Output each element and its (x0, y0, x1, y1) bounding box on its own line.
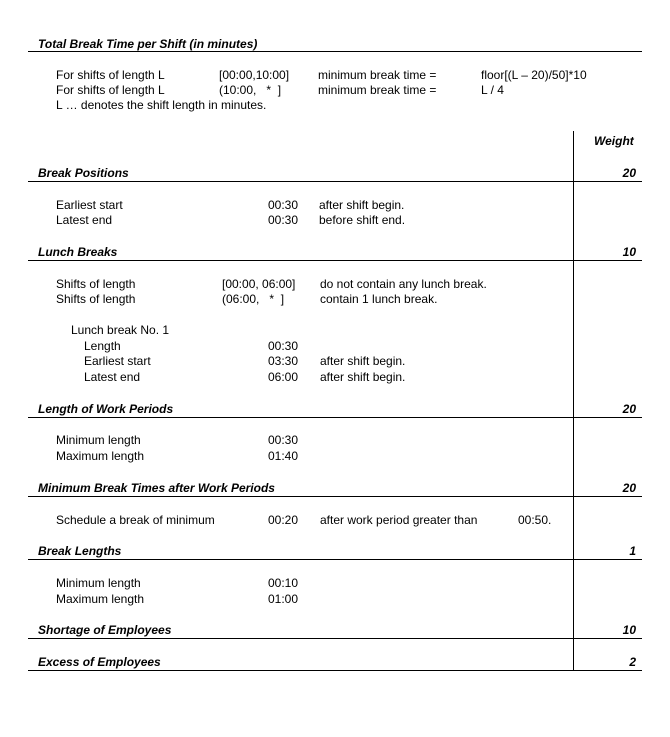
lunch-shift-range-2: (06:00, * ] (222, 292, 285, 306)
divider (28, 670, 642, 671)
work-periods-weight: 20 (622, 402, 636, 416)
shift-rule-formula-1: floor[(L – 20)/50]*10 (481, 68, 587, 82)
min-break-threshold: 00:50. (518, 513, 552, 527)
break-max-label: Maximum length (56, 592, 145, 606)
latest-end-text: before shift end. (319, 213, 406, 227)
shift-rule-label-1: For shifts of length L (56, 68, 165, 82)
excess-weight: 2 (629, 655, 636, 669)
lunch-shift-label-2: Shifts of length (56, 292, 136, 306)
weight-column-divider (573, 131, 574, 671)
length-note: L … denotes the shift length in minutes. (56, 98, 267, 112)
min-break-weight: 20 (622, 481, 636, 495)
break-positions-title: Break Positions (38, 166, 129, 180)
lunch-shift-range-1: [00:00, 06:00] (222, 277, 296, 291)
lunch-shift-text-1: do not contain any lunch break. (320, 277, 487, 291)
shortage-weight: 10 (622, 623, 636, 637)
break-lengths-title: Break Lengths (38, 544, 122, 558)
lunch-earliest-text: after shift begin. (320, 354, 406, 368)
shift-rule-label-2: For shifts of length L (56, 83, 165, 97)
lunch-latest-text: after shift begin. (320, 370, 406, 384)
divider (28, 51, 642, 52)
lunch-breaks-title: Lunch Breaks (38, 245, 118, 259)
divider (28, 181, 642, 182)
divider (28, 496, 642, 497)
lunch-break-no-1: Lunch break No. 1 (71, 323, 170, 337)
lunch-earliest-time: 03:30 (268, 354, 299, 368)
work-min-label: Minimum length (56, 433, 141, 447)
excess-title: Excess of Employees (38, 655, 161, 669)
lunch-earliest-label: Earliest start (84, 354, 151, 368)
work-max-time: 01:40 (268, 449, 299, 463)
work-periods-title: Length of Work Periods (38, 402, 174, 416)
divider (28, 559, 642, 560)
shift-rule-text-2: minimum break time = (318, 83, 437, 97)
break-min-label: Minimum length (56, 576, 141, 590)
divider (28, 260, 642, 261)
lunch-shift-label-1: Shifts of length (56, 277, 136, 291)
earliest-start-text: after shift begin. (319, 198, 405, 212)
divider (28, 417, 642, 418)
break-lengths-weight: 1 (629, 544, 636, 558)
shift-rule-text-1: minimum break time = (318, 68, 437, 82)
lunch-latest-label: Latest end (84, 370, 141, 384)
total-break-title: Total Break Time per Shift (in minutes) (38, 37, 258, 51)
break-positions-weight: 20 (622, 166, 636, 180)
shift-rule-range-2: (10:00, * ] (219, 83, 282, 97)
latest-end-time: 00:30 (268, 213, 299, 227)
work-min-time: 00:30 (268, 433, 299, 447)
divider (28, 638, 642, 639)
shift-rule-range-1: [00:00,10:00] (219, 68, 290, 82)
break-min-time: 00:10 (268, 576, 299, 590)
min-break-label: Schedule a break of minimum (56, 513, 215, 527)
weight-header: Weight (594, 134, 634, 148)
break-max-time: 01:00 (268, 592, 299, 606)
lunch-breaks-weight: 10 (622, 245, 636, 259)
min-break-title: Minimum Break Times after Work Periods (38, 481, 275, 495)
shortage-title: Shortage of Employees (38, 623, 172, 637)
lunch-shift-text-2: contain 1 lunch break. (320, 292, 438, 306)
lunch-length-label: Length (84, 339, 121, 353)
shift-rule-formula-2: L / 4 (481, 83, 504, 97)
latest-end-label: Latest end (56, 213, 113, 227)
min-break-time: 00:20 (268, 513, 299, 527)
lunch-length-time: 00:30 (268, 339, 299, 353)
min-break-text: after work period greater than (320, 513, 478, 527)
earliest-start-label: Earliest start (56, 198, 123, 212)
lunch-latest-time: 06:00 (268, 370, 299, 384)
work-max-label: Maximum length (56, 449, 145, 463)
earliest-start-time: 00:30 (268, 198, 299, 212)
